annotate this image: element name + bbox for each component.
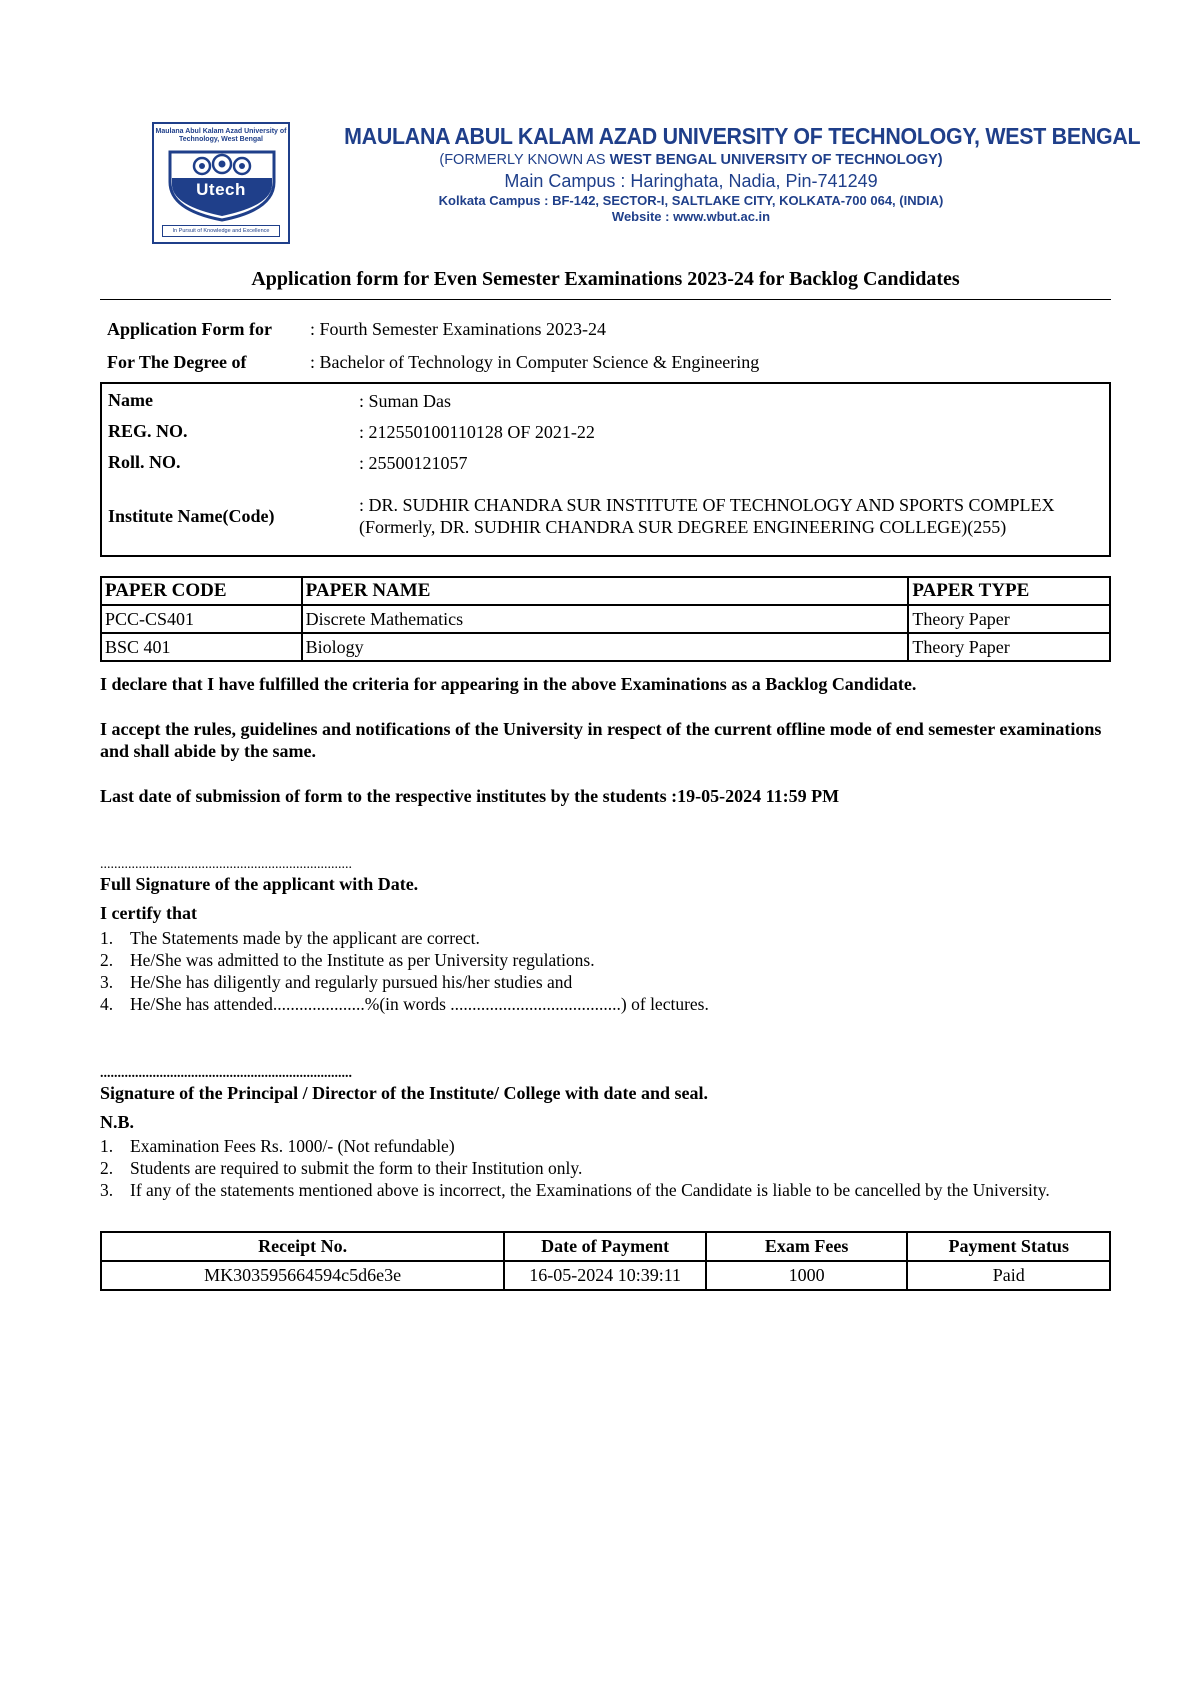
title-divider: [100, 299, 1111, 300]
formerly-prefix: (FORMERLY KNOWN AS: [439, 152, 610, 168]
papers-header-row: [101, 577, 1110, 605]
university-logo: [152, 122, 290, 244]
meta-row-exam: [107, 313, 759, 346]
list-item: 3. He/She has diligently and regularly pursued his/her studies and: [100, 972, 573, 992]
main-campus: Main Campus : Haringhata, Nadia, Pin-741249: [504, 171, 878, 191]
reg-label: REG. NO.: [108, 421, 188, 441]
kolkata-campus: Kolkata Campus : BF-142, SECTOR-I, SALTLAKE CITY, KOLKATA-700 064, (INDIA): [438, 193, 944, 208]
list-item: 4. He/She has attended.....................%(in words .......................................) of lectures.: [100, 994, 709, 1014]
student-name-row: [108, 390, 1059, 412]
form-title: Application form for Even Semester Examinations 2023-24 for Backlog Candidates: [251, 268, 960, 290]
name-value: : Suman Das: [359, 391, 451, 411]
list-item: 1. The Statements made by the applicant are correct.: [100, 928, 480, 948]
certify-heading: I certify that: [100, 903, 197, 923]
name-label: Name: [108, 390, 153, 410]
declaration-rules: I accept the rules, guidelines and notifications of the University in respect of the current offline mode of end semester examinations and shall abide by the same.: [100, 719, 1102, 761]
paper-code: PCC-CS401: [101, 605, 302, 633]
formerly-name: WEST BENGAL UNIVERSITY OF TECHNOLOGY): [609, 152, 943, 168]
meta-label: Application Form for: [107, 319, 272, 339]
receipt-header-row: [101, 1232, 1110, 1261]
paper-type: Theory Paper: [908, 605, 1110, 633]
university-header: [152, 122, 1141, 247]
university-details: [318, 122, 1141, 225]
table-row: [101, 633, 1110, 661]
list-item: 3. If any of the statements mentioned above is incorrect, the Examinations of the Candidate is liable to be cancelled by the University.: [100, 1179, 1050, 1200]
column-header: PAPER TYPE: [908, 577, 1110, 605]
form-meta: [107, 313, 759, 379]
logo-top-text: Maulana Abul Kalam Azad University of Technology, West Bengal: [155, 128, 287, 143]
list-item: 2. Students are required to submit the form to their Institution only.: [100, 1158, 583, 1178]
meta-row-degree: [107, 346, 759, 379]
nb-heading: N.B.: [100, 1112, 135, 1132]
reg-value: : 212550100110128 OF 2021-22: [359, 422, 595, 442]
column-header: PAPER NAME: [302, 577, 909, 605]
table-row: [101, 605, 1110, 633]
payment-receipt-table: [100, 1231, 1111, 1291]
principal-signature-label: Signature of the Principal / Director of the Institute/ College with date and seal.: [100, 1083, 708, 1103]
column-header: PAPER CODE: [101, 577, 302, 605]
papers-table: [100, 576, 1111, 662]
reg-no-row: [108, 421, 1059, 443]
certify-list: [100, 927, 1111, 1015]
column-header: Receipt No.: [101, 1232, 504, 1261]
nb-list: [100, 1135, 1111, 1201]
roll-value: : 25500121057: [359, 453, 468, 473]
submission-deadline: Last date of submission of form to the respective institutes by the students :19-05-2024 11:59 PM: [100, 786, 840, 806]
payment-date: 16-05-2024 10:39:11: [504, 1261, 706, 1290]
applicant-signature-line: ........................................................................: [100, 857, 352, 872]
declaration-criteria: I declare that I have fulfilled the criteria for appearing in the above Examinations as a Backlog Candidate.: [100, 674, 917, 694]
payment-status: Paid: [907, 1261, 1110, 1290]
meta-value: : Bachelor of Technology in Computer Science & Engineering: [310, 352, 760, 372]
logo-motto: In Pursuit of Knowledge and Excellence: [162, 225, 280, 237]
paper-type: Theory Paper: [908, 633, 1110, 661]
roll-label: Roll. NO.: [108, 452, 181, 472]
list-item: 2. He/She was admitted to the Institute as per University regulations.: [100, 950, 595, 970]
paper-code: BSC 401: [101, 633, 302, 661]
institute-row: [108, 483, 1059, 549]
list-item: 1. Examination Fees Rs. 1000/- (Not refundable): [100, 1136, 455, 1156]
column-header: Payment Status: [907, 1232, 1110, 1261]
table-row: [101, 1261, 1110, 1290]
meta-value: : Fourth Semester Examinations 2023-24: [310, 319, 606, 339]
paper-name: Biology: [302, 633, 909, 661]
column-header: Exam Fees: [706, 1232, 908, 1261]
student-details-box: [100, 382, 1111, 557]
applicant-signature-label: Full Signature of the applicant with Date.: [100, 874, 419, 894]
institute-label: Institute Name(Code): [108, 505, 275, 526]
paper-name: Discrete Mathematics: [302, 605, 909, 633]
logo-wordmark: Utech: [196, 180, 246, 199]
university-name: MAULANA ABUL KALAM AZAD UNIVERSITY OF TECHNOLOGY, WEST BENGAL: [344, 123, 1141, 149]
meta-label: For The Degree of: [107, 352, 247, 372]
column-header: Date of Payment: [504, 1232, 706, 1261]
exam-fees: 1000: [706, 1261, 908, 1290]
roll-no-row: [108, 452, 1059, 474]
principal-signature-line: ........................................................................: [100, 1066, 352, 1081]
university-website: Website : www.wbut.ac.in: [611, 209, 771, 224]
institute-value: : DR. SUDHIR CHANDRA SUR INSTITUTE OF TECHNOLOGY AND SPORTS COMPLEX (Formerly, DR. SUDHIR CHANDRA SUR DEGREE ENGINEERING COLLEGE)(255): [359, 495, 1055, 537]
receipt-number: MK303595664594c5d6e3e: [101, 1261, 504, 1290]
university-formerly: [318, 150, 1064, 170]
